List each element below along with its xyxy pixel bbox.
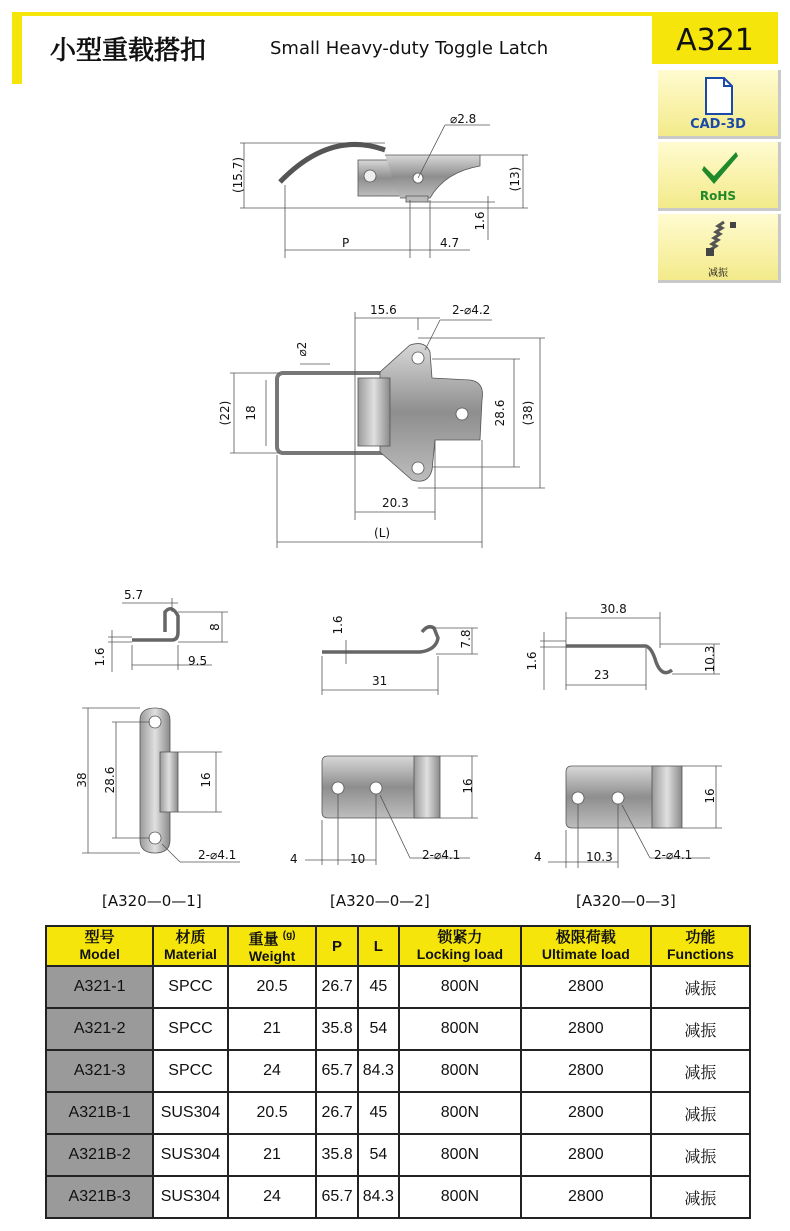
- dim-phi-2-8: ⌀2.8: [450, 112, 477, 126]
- page-title-cn: 小型重载搭扣: [50, 36, 207, 66]
- cell-function: 减振: [651, 1176, 750, 1218]
- cell-model: A321B-3: [46, 1176, 153, 1218]
- header-en: Functions: [666, 946, 734, 962]
- cell-l: 45: [358, 966, 399, 1008]
- hole-diameter: 4.1: [673, 848, 693, 862]
- cell-locking-load: 800N: [399, 966, 521, 1008]
- dim-16-hook1: 16: [199, 772, 213, 788]
- dim-10-3-hook3: 10.3: [703, 645, 717, 673]
- holes-prefix: 2-: [452, 303, 464, 317]
- cell-material: SPCC: [153, 966, 227, 1008]
- dim-23: 23: [594, 668, 610, 682]
- dim-1-6-hook1: 1.6: [93, 647, 107, 667]
- dim-30-8: 30.8: [600, 602, 627, 616]
- cell-model: A321-1: [46, 966, 153, 1008]
- cell-material: SPCC: [153, 1050, 227, 1092]
- dim-value: L: [378, 526, 386, 540]
- cell-model: A321B-1: [46, 1092, 153, 1134]
- table-row: [46, 1134, 750, 1176]
- dim-4-hook2: 4: [290, 852, 298, 866]
- header-p: [316, 926, 357, 966]
- spec-table: [45, 925, 751, 1219]
- cell-ultimate-load: 2800: [521, 1176, 651, 1218]
- header-cn: L: [373, 937, 383, 955]
- header-weight: [228, 926, 317, 966]
- dim-28-6-hook1: 28.6: [103, 766, 117, 794]
- cell-locking-load: 800N: [399, 1134, 521, 1176]
- dim-holes-hook1: 2-⌀4.1: [198, 848, 237, 862]
- table-row: [46, 1176, 750, 1218]
- cell-function: 减振: [651, 1092, 750, 1134]
- header-l: [358, 926, 399, 966]
- dim-4-hook3: 4: [534, 850, 542, 864]
- rohs-label: RoHS: [699, 189, 737, 203]
- header-cn: 锁紧力: [437, 929, 483, 946]
- cell-material: SPCC: [153, 1008, 227, 1050]
- cell-ultimate-load: 2800: [521, 1134, 651, 1176]
- header-unit: (g): [282, 930, 296, 941]
- dim-1-6-hook3: 1.6: [525, 651, 539, 671]
- dim-31: 31: [372, 674, 388, 688]
- table-row: [46, 966, 750, 1008]
- cell-l: 84.3: [358, 1050, 399, 1092]
- dim-38-hook1: 38: [75, 772, 89, 788]
- dim-10-3-hook3b: 10.3: [586, 850, 613, 864]
- dim-p: P: [342, 236, 350, 250]
- cell-function: 减振: [651, 966, 750, 1008]
- header-en: Ultimate load: [541, 946, 630, 962]
- header-model: [46, 926, 153, 966]
- header-cn: 极限荷载: [555, 929, 616, 946]
- dim-20-3: 20.3: [382, 496, 409, 510]
- cell-weight: 21: [228, 1008, 317, 1050]
- header-cn: 功能: [685, 929, 716, 946]
- header-material: [153, 926, 227, 966]
- dim-18: 18: [244, 405, 258, 421]
- cell-ultimate-load: 2800: [521, 966, 651, 1008]
- header-locking-load: [399, 926, 521, 966]
- cell-material: SUS304: [153, 1134, 227, 1176]
- dim-value: 2: [295, 341, 309, 350]
- dim-22: (22): [218, 400, 232, 426]
- model-badge: A321: [652, 12, 778, 64]
- cad-3d-label: CAD-3D: [690, 117, 746, 132]
- header-cn: 重量: [248, 931, 279, 948]
- cell-locking-load: 800N: [399, 1008, 521, 1050]
- cell-p: 65.7: [316, 1050, 357, 1092]
- table-header-row: [46, 926, 750, 966]
- cell-p: 26.7: [316, 966, 357, 1008]
- part-label-a320-0-3: [A320—0—3]: [576, 892, 676, 910]
- dim-4-7: 4.7: [440, 236, 460, 250]
- cell-function: 减振: [651, 1134, 750, 1176]
- table-row: [46, 1008, 750, 1050]
- dim-1-6-top: 1.6: [473, 211, 487, 231]
- dim-9-5: 9.5: [188, 654, 208, 668]
- cell-material: SUS304: [153, 1176, 227, 1218]
- holes-prefix: 2-: [198, 848, 210, 862]
- cell-function: 减振: [651, 1050, 750, 1092]
- cell-ultimate-load: 2800: [521, 1050, 651, 1092]
- cell-material: SUS304: [153, 1092, 227, 1134]
- cell-ultimate-load: 2800: [521, 1008, 651, 1050]
- dim-15-7: (15.7): [231, 156, 245, 194]
- cell-weight: 21: [228, 1134, 317, 1176]
- header-en: Material: [164, 946, 217, 962]
- cell-model: A321-2: [46, 1008, 153, 1050]
- dim-value: 2.8: [457, 112, 477, 126]
- cell-model: A321-3: [46, 1050, 153, 1092]
- dim-5-7: 5.7: [124, 588, 144, 602]
- cell-weight: 24: [228, 1050, 317, 1092]
- part-label-a320-0-1: [A320—0—1]: [102, 892, 202, 910]
- header-en: Model: [79, 946, 120, 962]
- dim-1-6-hook2: 1.6: [331, 615, 345, 635]
- cell-locking-load: 800N: [399, 1176, 521, 1218]
- header-cn: 材质: [175, 929, 206, 946]
- dim-10: 10: [350, 852, 366, 866]
- cell-weight: 20.5: [228, 1092, 317, 1134]
- dim-phi-2: ⌀2: [295, 341, 309, 357]
- cell-weight: 24: [228, 1176, 317, 1218]
- dim-L: (L): [374, 526, 391, 540]
- cell-weight: 20.5: [228, 966, 317, 1008]
- cell-p: 65.7: [316, 1176, 357, 1218]
- page-title-en: Small Heavy-duty Toggle Latch: [270, 38, 549, 59]
- cell-p: 35.8: [316, 1008, 357, 1050]
- dim-holes-4-2: 2-⌀4.2: [452, 303, 491, 317]
- hole-diameter: 4.1: [217, 848, 237, 862]
- part-label-a320-0-2: [A320—0—2]: [330, 892, 430, 910]
- cell-locking-load: 800N: [399, 1092, 521, 1134]
- header-cn: 型号: [84, 929, 115, 946]
- header-cn: P: [332, 937, 343, 955]
- dim-16-hook3: 16: [703, 788, 717, 804]
- dim-7-8: 7.8: [459, 629, 473, 649]
- table-row: [46, 1092, 750, 1134]
- cell-p: 26.7: [316, 1092, 357, 1134]
- holes-prefix: 2-: [654, 848, 666, 862]
- dim-holes-hook2: 2-⌀4.1: [422, 848, 461, 862]
- dim-13: (13): [508, 166, 522, 192]
- cell-ultimate-load: 2800: [521, 1092, 651, 1134]
- damping-label: 减振: [708, 268, 728, 279]
- header-functions: [651, 926, 750, 966]
- cell-p: 35.8: [316, 1134, 357, 1176]
- dim-15-6: 15.6: [370, 303, 397, 317]
- cell-model: A321B-2: [46, 1134, 153, 1176]
- cell-l: 45: [358, 1092, 399, 1134]
- dim-holes-hook3: 2-⌀4.1: [654, 848, 693, 862]
- dim-28-6: 28.6: [493, 399, 507, 427]
- dim-16-hook2: 16: [461, 778, 475, 794]
- header-en: Weight: [248, 948, 296, 964]
- dim-8: 8: [208, 623, 222, 631]
- cell-l: 84.3: [358, 1176, 399, 1218]
- cell-locking-load: 800N: [399, 1050, 521, 1092]
- header-en: Locking load: [416, 946, 504, 962]
- cell-l: 54: [358, 1134, 399, 1176]
- header-ultimate-load: [521, 926, 651, 966]
- dim-38: (38): [521, 400, 535, 426]
- table-row: [46, 1050, 750, 1092]
- cell-function: 减振: [651, 1008, 750, 1050]
- cell-l: 54: [358, 1008, 399, 1050]
- holes-prefix: 2-: [422, 848, 434, 862]
- hole-diameter: 4.1: [441, 848, 461, 862]
- hole-diameter: 4.2: [471, 303, 491, 317]
